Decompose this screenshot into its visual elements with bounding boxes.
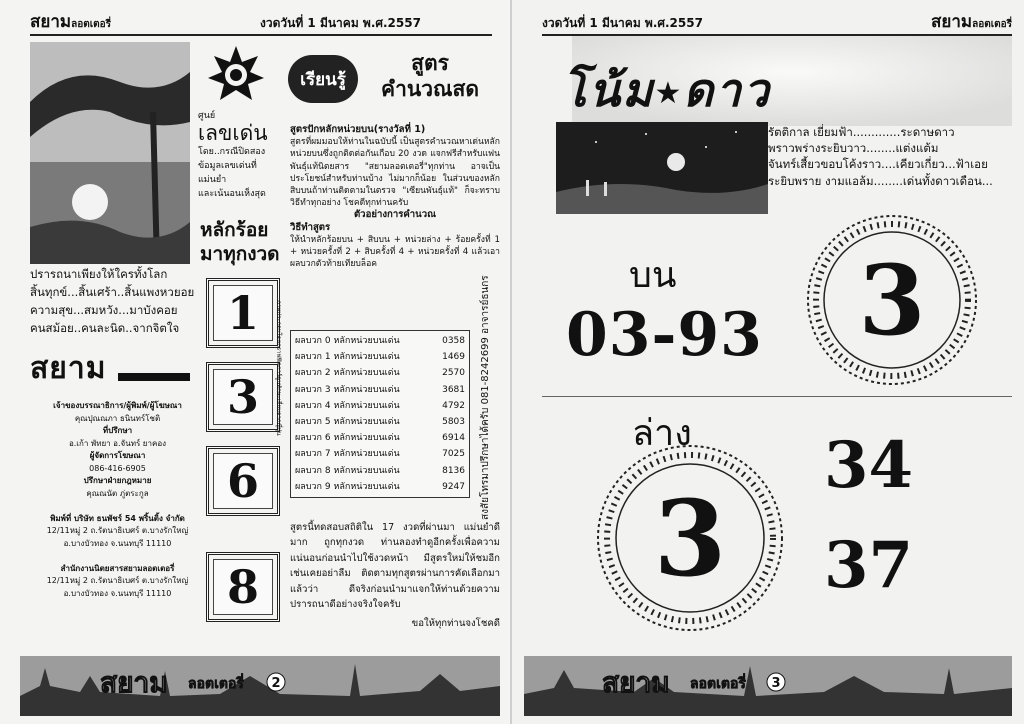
right-header: [542, 8, 1012, 36]
credit-line: เจ้าของบรรณาธิการ/ผู้พิมพ์/ผู้โฆษณา: [53, 401, 182, 410]
center-title-by: โดย..กรณีปิดสอง: [198, 147, 266, 157]
formula-article: [290, 124, 500, 270]
sign-off: ขอให้ทุกท่านจงโชคดี: [411, 618, 500, 630]
credit-line: สำนักงานนิตยสารสยามลอตเตอรี่: [60, 563, 175, 573]
footer-brand-sub: ลอตเตอรี่: [690, 676, 746, 692]
table-row: [295, 365, 465, 381]
credits-block: [30, 400, 205, 600]
brand-logo-large: สยาม: [30, 351, 107, 386]
formula-title: สูตร คำนวณสด: [381, 51, 479, 101]
learn-badge: เรียนรู้: [288, 55, 358, 103]
digit-box: 3: [206, 362, 280, 432]
poem-line: พราวพร่างระยิบวาว........แต่งแต้ม: [768, 141, 939, 156]
table-row: [295, 333, 465, 349]
article-body: สูตรที่ผมมอบให้ท่านในฉบับนี้ เป็นสูตรคำนวณหาเด่นหลักหน่วยบนซึ่งถูกติดต่อกันเกือบ 20 งวด แจกฟรีสำหรับแฟนพันธุ์แท้นิตยสาร "สยามลอตเตอรี่"ทุกท่าน อาจเป็นประโยชน์สำหรับท่านบ้าง ไม่มากก็น้อย ในส่วนของหลักสิบบนถ้าท่านติดตามในตรวจ "เซียนพันธุ์แท้" ก็จะทราบวิธีทำทุกอย่าง โชคดีทุกท่านครับ: [290, 137, 500, 209]
lower-number: 34: [824, 428, 914, 503]
article-method: ให้นำหลักร้อยบน + สิบบน + หน่วยล่าง + ร้อยครั้งที่ 1 + หน่วยครั้งที่ 2 + สิบครั้งที่ 4 + หน่วยครั้งที่ 4 แล้วเอาผลบวกตัวท้ายเทียบล็อค: [290, 234, 500, 270]
footer-brand-sub: ลอตเตอรี่: [188, 676, 244, 692]
promo-line: ปรารถนาเพียงให้ใครทั้งโลก: [30, 267, 168, 281]
section-divider: [542, 396, 1012, 397]
table-value: 6914: [442, 433, 465, 444]
credit-line: คุณณนัต ภู่ตระกูล: [86, 488, 149, 498]
table-row: [295, 414, 465, 430]
formula-table: [290, 330, 470, 498]
table-row: [295, 430, 465, 446]
digits-heading: หลักร้อย มาทุกงวด: [200, 219, 280, 265]
promo-line: ความสุข...สมหวัง...มาบังคอย: [30, 303, 178, 317]
left-footer-banner: [20, 656, 500, 716]
poem-text: [768, 124, 1018, 189]
footer-brand: สยาม: [602, 666, 670, 699]
credit-line: 086-416-6905: [89, 463, 146, 473]
vertical-credit-tiny: ภาพประกอบโดยกราฟฟิคการ์ตูนทักษะเยี่ยมจากญี่ปุ่น: [275, 300, 282, 436]
credit-line: อ.บางบัวทอง จ.นนทบุรี 11110: [63, 538, 172, 548]
footer-brand: สยาม: [100, 666, 168, 699]
table-value: 8136: [442, 465, 465, 476]
night-sky-photo: [556, 122, 768, 214]
upper-label: บน: [629, 255, 677, 296]
center-title-desc1: ข้อมูลเลขเด่นที่แม่นยำ: [198, 161, 257, 185]
table-label: ผลบวก 5 หลักหน่วยบนเด่น: [295, 417, 400, 428]
credit-line: ที่ปรึกษา: [102, 426, 133, 435]
credit-line: พิมพ์ที่ บริษัท ธนพัชร์ 54 พริ้นติ้ง จำกัด: [50, 513, 185, 523]
table-row: [295, 382, 465, 398]
right-page: [512, 0, 1024, 724]
table-row: [295, 446, 465, 462]
closing-text: สูตรนี้ทดสอบสถิติใน 17 งวดที่ผ่านมา แม่นยำดีมาก ถูกทุกงวด ท่านลองทำดูอีกครั้งเพื่อความแน่นอนก่อนนำไปใช้งวดหน้า มีสูตรใหม่ให้ชมอีกเช่นเคยอย่าลืม ติดตามทุกสูตรผ่านการคัดเลือกมาแล้วว่า ดีจริงก่อนนำมาแจกให้ท่านด้วยความปรารถนาดีอย่างจริงใจครับ: [290, 522, 500, 611]
sunset-photo: [30, 42, 190, 264]
poem-line: ระยิบพราย งามแอล้ม........เด่นทั้งดาวเดือน...: [768, 173, 993, 188]
credit-line: [30, 500, 205, 513]
table-label: ผลบวก 8 หลักหน่วยบนเด่น: [295, 465, 400, 476]
header-date: งวดวันที่ 1 มีนาคม พ.ศ.2557: [260, 16, 421, 30]
table-row: [295, 463, 465, 479]
center-title: [198, 108, 278, 200]
promo-line: คนสม้อย..คนละนิด..จากจิตใจ: [30, 321, 180, 335]
table-value: 4792: [442, 400, 465, 411]
header-brand: สยามลอตเตอรี่: [930, 12, 1012, 32]
header-date: งวดวันที่ 1 มีนาคม พ.ศ.2557: [542, 16, 703, 30]
upper-number: 03-93: [566, 300, 763, 370]
header-brand: สยามลอตเตอรี่: [30, 12, 112, 32]
article-heading: สูตรปักหลักหน่วยบน(รางวัลที่ 1): [290, 124, 426, 135]
footer-page-number: 3: [771, 676, 781, 691]
credit-line: อ.เก้า พัทยา อ.จันทร์ ยาคอง: [68, 438, 167, 448]
lower-circle-digit: 3: [594, 442, 786, 634]
lower-label: ล่าง: [632, 413, 692, 454]
table-value: 0358: [442, 336, 465, 346]
table-value: 9247: [442, 481, 465, 492]
table-label: ผลบวก 6 หลักหน่วยบนเด่น: [295, 433, 400, 444]
closing-article: [290, 520, 500, 632]
digit-box: 6: [206, 446, 280, 516]
table-label: ผลบวก 0 หลักหน่วยบนเด่น: [295, 336, 400, 346]
article-example: ตัวอย่างการคำนวณ: [353, 209, 437, 221]
table-label: ผลบวก 3 หลักหน่วยบนเด่น: [295, 384, 400, 395]
center-title-small: ศูนย์: [198, 111, 216, 121]
table-value: 3681: [442, 384, 465, 395]
promo-line: สิ้นทุกข์...สิ้นเศร้า..สิ้นแพงหวยอย: [30, 285, 195, 299]
table-label: ผลบวก 4 หลักหน่วยบนเด่น: [295, 400, 400, 411]
center-title-big: เลขเด่น: [198, 121, 268, 145]
credit-line: 12/11หมู่ 2 ถ.รัตนาธิเบศร์ ต.บางรักใหญ่: [46, 576, 189, 585]
table-label: ผลบวก 2 หลักหน่วยบนเด่น: [295, 368, 400, 379]
table-value: 2570: [442, 368, 465, 379]
table-row: [295, 349, 465, 365]
credit-line: อ.บางบัวทอง จ.นนทบุรี 11110: [63, 588, 172, 598]
star-icon: ★: [654, 76, 684, 111]
vertical-contact: สงสัยโทรมาปรึกษาได้ครับ 081-8242699 อาจารย์ธนกร: [480, 275, 491, 520]
table-row: [295, 479, 465, 495]
digit-box: 1: [206, 278, 280, 348]
brand-logo-tag: [118, 373, 190, 381]
table-value: 7025: [442, 449, 465, 460]
credit-line: [30, 550, 205, 563]
table-row: [295, 398, 465, 414]
left-header: [30, 8, 492, 36]
credit-line: ปรึกษาฝ่ายกฎหมาย: [83, 476, 152, 485]
footer-page-number: 2: [271, 676, 281, 691]
upper-circle-digit: 3: [804, 212, 980, 388]
table-label: ผลบวก 9 หลักหน่วยบนเด่น: [295, 481, 400, 492]
credit-line: 12/11หมู่ 2 ถ.รัตนาธิเบศร์ ต.บางรักใหญ่: [46, 526, 189, 535]
right-footer-banner: [524, 656, 1012, 716]
table-label: ผลบวก 1 หลักหน่วยบนเด่น: [295, 352, 400, 363]
credit-line: ผู้จัดการโฆษณา: [89, 451, 146, 460]
credit-line: คุณปุณณภา ธนินทร์โชติ: [74, 413, 161, 423]
digit-box: 8: [206, 552, 280, 622]
table-value: 5803: [442, 417, 465, 428]
promo-text: [30, 265, 195, 337]
article-method-heading: วิธีทำสูตร: [290, 221, 331, 233]
lotus-emblem-icon: [206, 44, 266, 104]
table-label: ผลบวก 7 หลักหน่วยบนเด่น: [295, 449, 400, 460]
star-title: โน้ม★ดาว: [562, 63, 771, 117]
center-title-desc2: และเน้นอนเห็งสุด: [198, 189, 266, 199]
poem-line: รัตติกาล เยี่ยมฟ้า.............ระดาษดาว: [768, 125, 955, 139]
lower-number: 37: [824, 528, 914, 603]
poem-line: จันทร์เสี้ยวขอบโค้งราว....เคียวเกี่ยว...ฟ้าเอย: [768, 157, 988, 172]
table-value: 1469: [442, 352, 465, 363]
